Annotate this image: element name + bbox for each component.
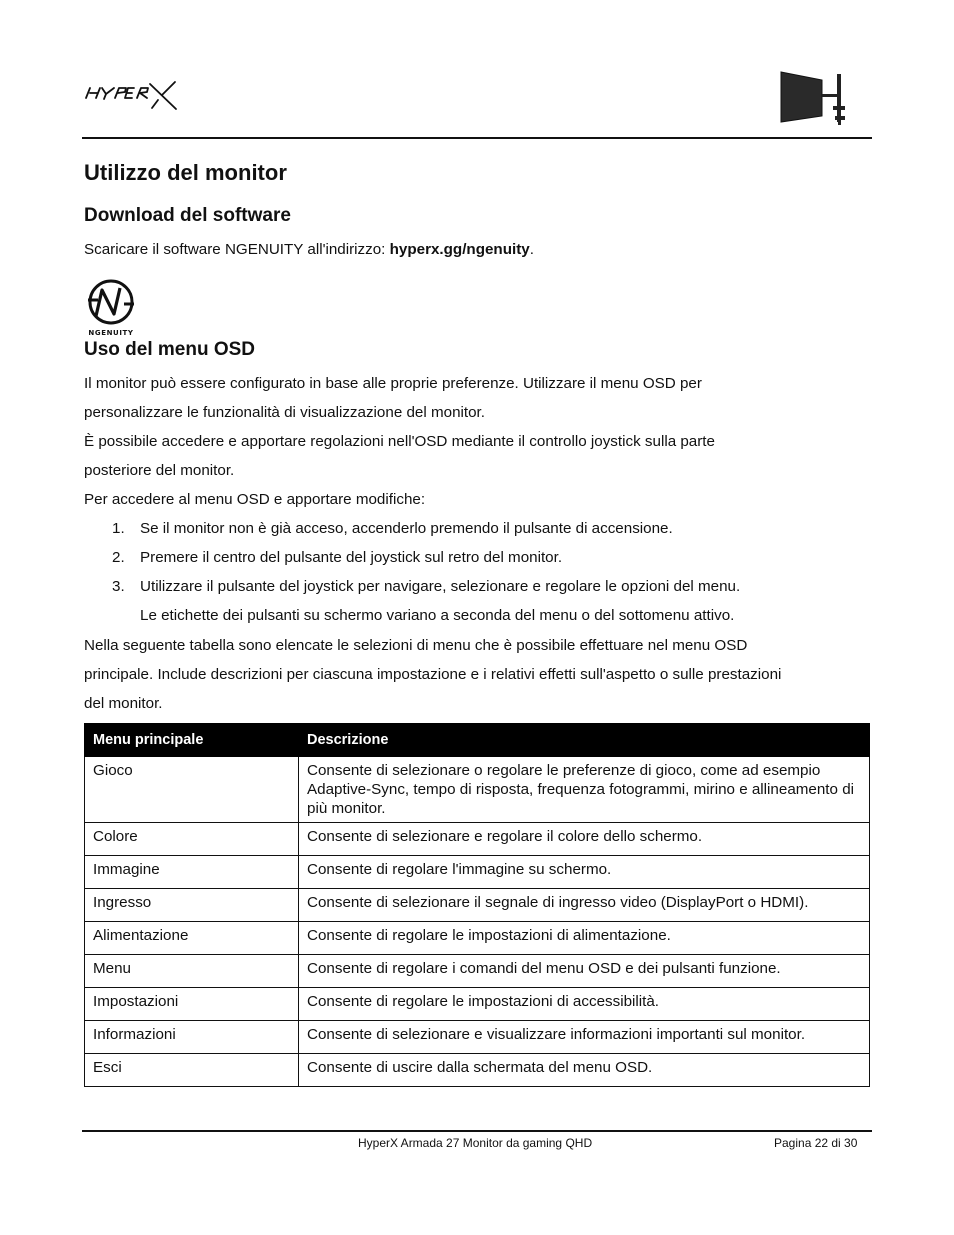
step-text: Premere il centro del pulsante del joystick sul retro del monitor. (140, 549, 563, 566)
description-cell: Consente di selezionare e regolare il colore dello schermo. (299, 823, 870, 856)
description-cell: Consente di selezionare o regolare le preferenze di gioco, come ad esempio Adaptive-Sync, tempo di risposta, frequenza fotogrammi, mirino e allineamento di più monitor. (299, 757, 870, 823)
osd-menu-table (84, 723, 870, 1087)
table-row (85, 922, 870, 955)
table-row (85, 955, 870, 988)
table-row (85, 889, 870, 922)
page-title: Utilizzo del monitor (84, 160, 287, 185)
table-row (85, 988, 870, 1021)
menu-cell: Informazioni (85, 1021, 299, 1054)
description-cell: Consente di selezionare il segnale di ingresso video (DisplayPort o HDMI). (299, 889, 870, 922)
menu-cell: Ingresso (85, 889, 299, 922)
description-cell: Consente di regolare le impostazioni di accessibilità. (299, 988, 870, 1021)
osd-paragraph-1 (84, 369, 874, 514)
osd-p1-line1: Il monitor può essere configurato in base alle proprie preferenze. Utilizzare il menu OSD per (84, 375, 702, 392)
header-rule (82, 137, 872, 139)
column-header-description: Descrizione (299, 724, 870, 757)
osd-p1-line2: personalizzare le funzionalità di visualizzazione del monitor. (84, 404, 485, 421)
osd-p4-line3: del monitor. (84, 695, 163, 712)
menu-cell: Menu (85, 955, 299, 988)
monitor-arm-icon (778, 70, 854, 126)
step-subtext: Le etichette dei pulsanti su schermo variano a seconda del menu o del sottomenu attivo. (140, 607, 735, 624)
hyperx-logo (84, 78, 182, 112)
menu-cell: Impostazioni (85, 988, 299, 1021)
table-row (85, 823, 870, 856)
step-number: 3. (112, 578, 125, 595)
description-cell: Consente di selezionare e visualizzare informazioni importanti sul monitor. (299, 1021, 870, 1054)
description-cell: Consente di regolare l'immagine su schermo. (299, 856, 870, 889)
menu-cell: Esci (85, 1054, 299, 1087)
osd-p4-line2: principale. Include descrizioni per ciascuna impostazione e i relativi effetti sull'aspetto o sulle prestazioni (84, 666, 782, 683)
table-row (85, 856, 870, 889)
menu-cell: Colore (85, 823, 299, 856)
step-text: Utilizzare il pulsante del joystick per navigare, selezionare e regolare le opzioni del menu. (140, 578, 741, 595)
osd-p4-line1: Nella seguente tabella sono elencate le selezioni di menu che è possibile effettuare nel menu OSD (84, 637, 748, 654)
table-row (85, 757, 870, 823)
ngenuity-logo-label: NGENUITY (88, 329, 134, 337)
list-item (84, 572, 874, 630)
step-text: Se il monitor non è già acceso, accenderlo premendo il pulsante di accensione. (140, 520, 673, 537)
osd-p2-line1: È possibile accedere e apportare regolazioni nell'OSD mediante il controllo joystick sulla parte (84, 433, 715, 450)
list-item (84, 543, 874, 572)
step-number: 1. (112, 520, 125, 537)
list-item (84, 514, 874, 543)
osd-steps-list (84, 514, 874, 630)
download-text-prefix: Scaricare il software NGENUITY all'indirizzo: (84, 241, 390, 258)
table-row (85, 1021, 870, 1054)
download-text (84, 235, 874, 264)
menu-cell: Gioco (85, 757, 299, 823)
ngenuity-logo-icon (84, 278, 138, 338)
footer-rule (82, 1130, 872, 1132)
menu-cell: Alimentazione (85, 922, 299, 955)
step-number: 2. (112, 549, 125, 566)
description-cell: Consente di regolare le impostazioni di alimentazione. (299, 922, 870, 955)
table-row (85, 1054, 870, 1087)
column-header-menu: Menu principale (85, 724, 299, 757)
section-heading-osd: Uso del menu OSD (84, 339, 256, 360)
description-cell: Consente di uscire dalla schermata del menu OSD. (299, 1054, 870, 1087)
osd-p3: Per accedere al menu OSD e apportare modifiche: (84, 491, 426, 508)
osd-paragraph-4 (84, 631, 874, 718)
table-header-row (85, 724, 870, 757)
footer-page-number: Pagina 22 di 30 (774, 1136, 858, 1150)
menu-cell: Immagine (85, 856, 299, 889)
footer-doc-title: HyperX Armada 27 Monitor da gaming QHD (358, 1136, 593, 1150)
osd-p2-line2: posteriore del monitor. (84, 462, 235, 479)
download-text-suffix: . (529, 241, 534, 258)
description-cell: Consente di regolare i comandi del menu OSD e dei pulsanti funzione. (299, 955, 870, 988)
ngenuity-link[interactable]: hyperx.gg/ngenuity (389, 241, 530, 258)
section-heading-download: Download del software (84, 205, 291, 226)
